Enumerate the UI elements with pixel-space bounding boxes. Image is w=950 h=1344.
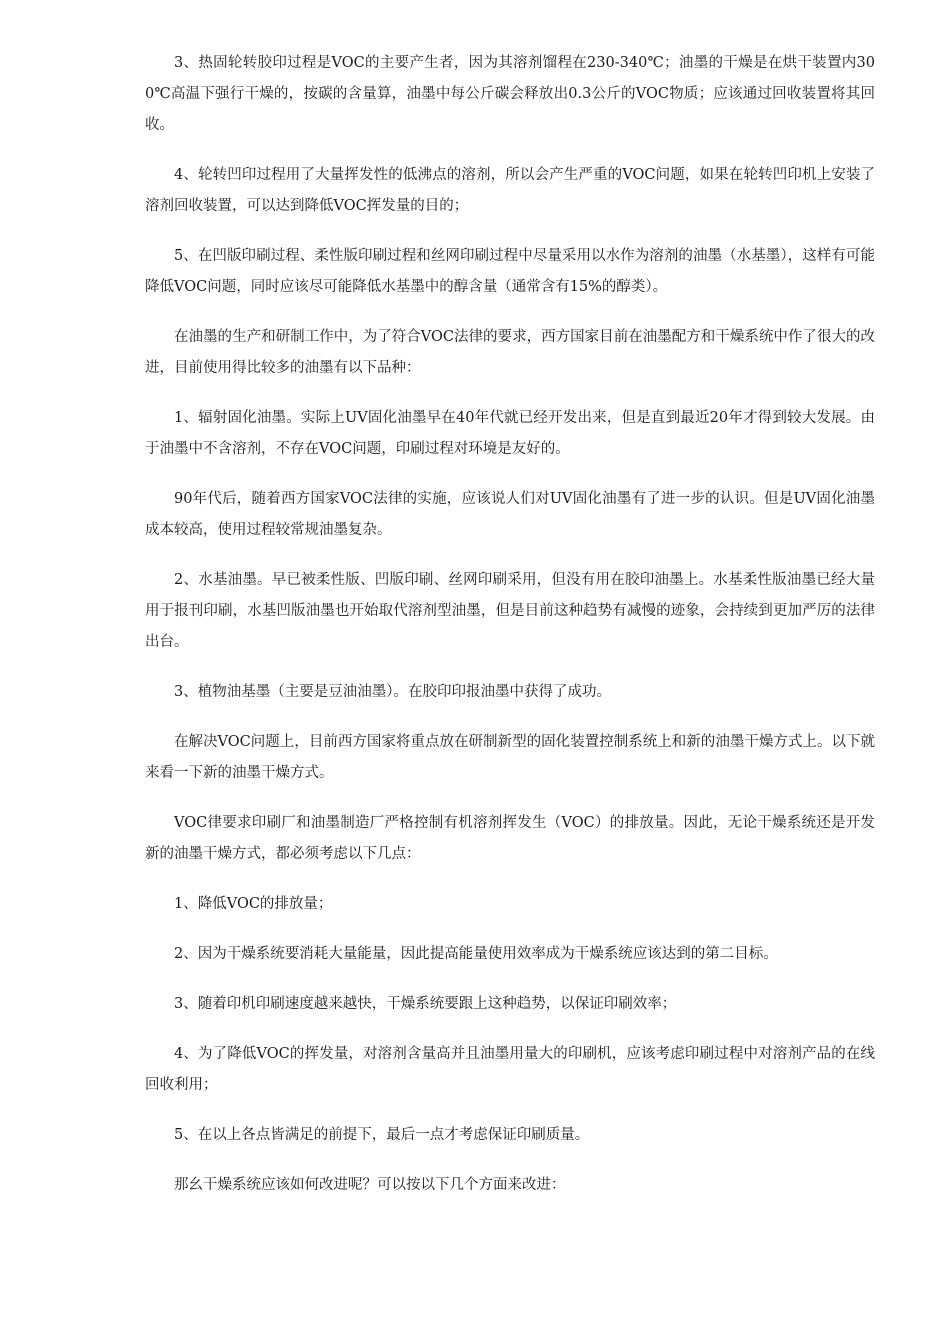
paragraph-12: 2、因为干燥系统要消耗大量能量，因此提高能量使用效率成为干燥系统应该达到的第二目标。 (174, 946, 778, 962)
paragraph-5: 1、辐射固化油墨。实际上UV固化油墨早在40年代就已经开发出来，但是直到最近20年才得到较大发展。由于油墨中不含溶剂，不存在VOC问题，印刷过程对环境是友好的。 (145, 410, 875, 457)
document-body (145, 48, 875, 1220)
paragraph-10: VOC律要求印刷厂和油墨制造厂严格控制有机溶剂挥发生（VOC）的排放量。因此，无论干燥系统还是开发新的油墨干燥方式，都必须考虑以下几点： (145, 815, 875, 862)
paragraph-16: 那幺干燥系统应该如何改进呢？可以按以下几个方面来改进： (174, 1177, 566, 1193)
paragraph-4: 在油墨的生产和研制工作中，为了符合VOC法律的要求，西方国家目前在油墨配方和干燥系统中作了很大的改进，目前使用得比较多的油墨有以下品种： (145, 329, 875, 376)
paragraph-15: 5、在以上各点皆满足的前提下，最后一点才考虑保证印刷质量。 (174, 1127, 590, 1143)
paragraph-1: 3、热固轮转胶印过程是VOC的主要产生者，因为其溶剂馏程在230-340℃；油墨的干燥是在烘干装置内300℃高温下强行干燥的，按碳的含量算，油墨中每公斤碳会释放出0.3公斤的VOC物质；应该通过回收装置将其回收。 (145, 55, 875, 133)
paragraph-9: 在解决VOC问题上，目前西方国家将重点放在研制新型的固化装置控制系统上和新的油墨干燥方式上。以下就来看一下新的油墨干燥方式。 (145, 734, 875, 781)
paragraph-11: 1、降低VOC的排放量； (174, 896, 333, 912)
paragraph-8: 3、植物油基墨（主要是豆油油墨）。在胶印印报油墨中获得了成功。 (174, 684, 611, 700)
paragraph-7: 2、水基油墨。早已被柔性版、凹版印刷、丝网印刷采用，但没有用在胶印油墨上。水基柔性版油墨已经大量用于报刊印刷，水基凹版油墨也开始取代溶剂型油墨，但是目前这种趋势有减慢的迹象，会持续到更加严厉的法律出台。 (145, 572, 875, 650)
paragraph-3: 5、在凹版印刷过程、柔性版印刷过程和丝网印刷过程中尽量采用以水作为溶剂的油墨（水基墨），这样有可能降低VOC问题，同时应该尽可能降低水基墨中的醇含量（通常含有15%的醇类）。 (145, 248, 875, 295)
paragraph-13: 3、随着印机印刷速度越来越快，干燥系统要跟上这种趋势，以保证印刷效率； (174, 996, 677, 1012)
paragraph-2: 4、轮转凹印过程用了大量挥发性的低沸点的溶剂，所以会产生严重的VOC问题，如果在轮转凹印机上安装了溶剂回收装置，可以达到降低VOC挥发量的目的； (145, 167, 875, 214)
paragraph-6: 90年代后，随着西方国家VOC法律的实施，应该说人们对UV固化油墨有了进一步的认识。但是UV固化油墨成本较高，使用过程较常规油墨复杂。 (145, 491, 875, 538)
paragraph-14: 4、为了降低VOC的挥发量，对溶剂含量高并且油墨用量大的印刷机，应该考虑印刷过程中对溶剂产品的在线回收利用； (145, 1046, 875, 1093)
